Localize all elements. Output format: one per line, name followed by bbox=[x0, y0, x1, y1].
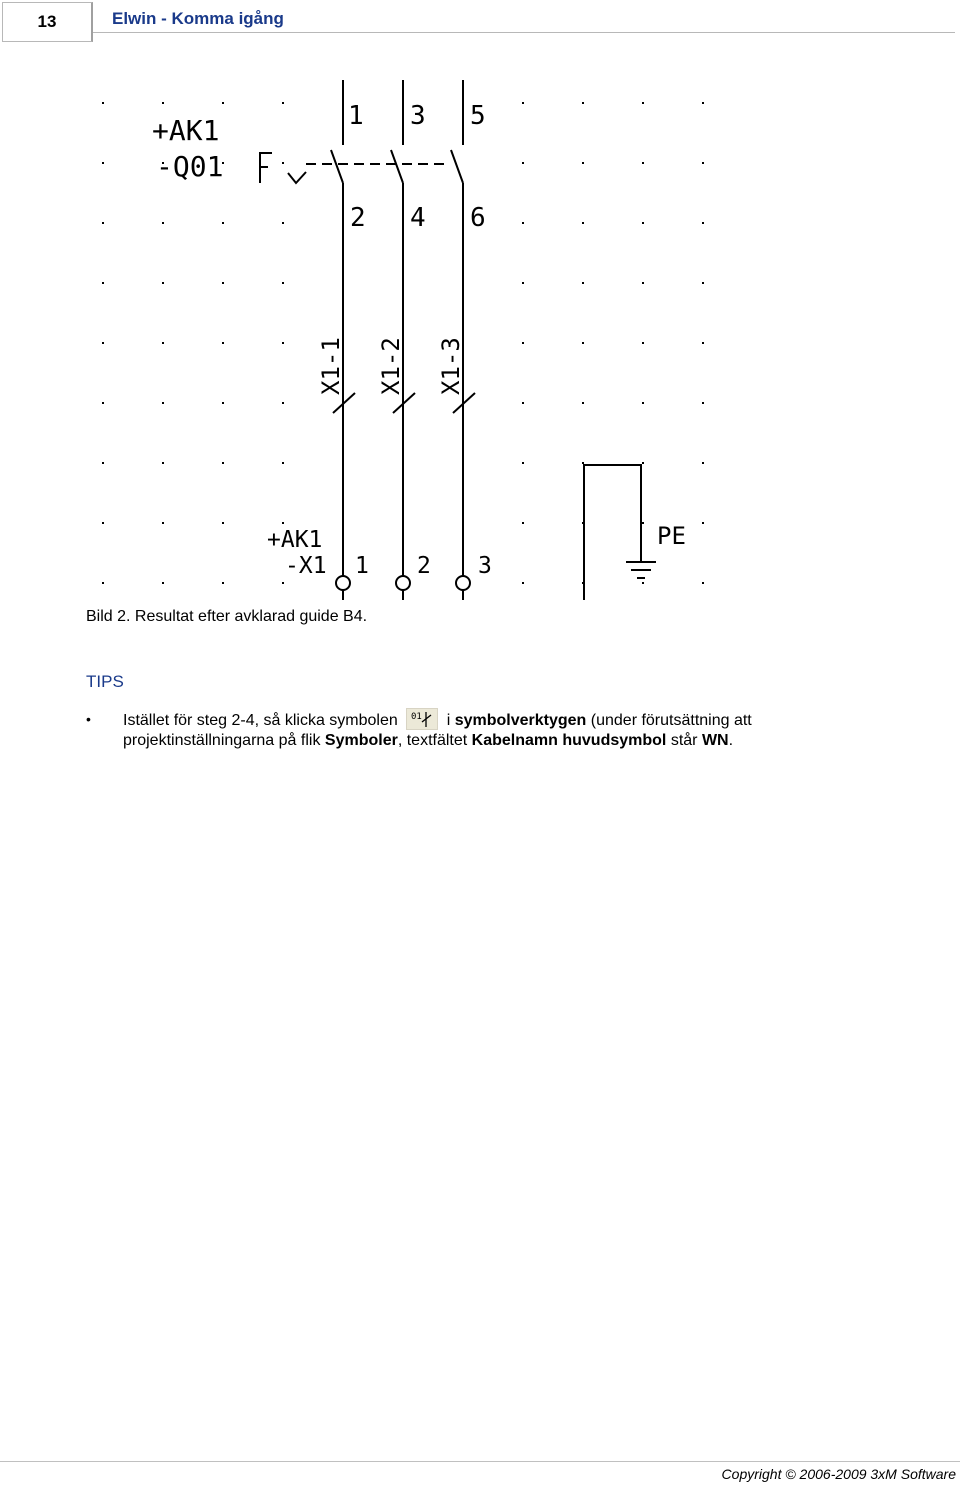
grid-dot bbox=[522, 282, 524, 284]
grid-dot bbox=[282, 162, 284, 164]
terminal-location-label: +AK1 bbox=[267, 527, 323, 553]
grid-dot bbox=[642, 342, 644, 344]
grid-dot bbox=[522, 222, 524, 224]
grid-dot bbox=[162, 282, 164, 284]
terminal-block-label: -X1 bbox=[285, 553, 327, 579]
grid-dot bbox=[102, 462, 104, 464]
grid-dot bbox=[162, 522, 164, 524]
grid-dot bbox=[162, 582, 164, 584]
cable-main-symbol-glyph bbox=[407, 709, 437, 729]
grid-dot bbox=[282, 102, 284, 104]
grid-dot bbox=[702, 402, 704, 404]
bottom-terminal-4: 4 bbox=[410, 203, 426, 233]
grid-dot bbox=[582, 402, 584, 404]
grid-dot bbox=[582, 162, 584, 164]
grid-dot bbox=[702, 222, 704, 224]
grid-dot bbox=[222, 582, 224, 584]
grid-dot bbox=[702, 282, 704, 284]
grid-dot bbox=[642, 522, 644, 524]
ground-label: PE bbox=[657, 522, 686, 550]
tip-line-2 bbox=[123, 730, 953, 752]
grid-dot bbox=[282, 402, 284, 404]
tip-text-part: (under förutsättning att bbox=[590, 712, 752, 729]
grid-dot bbox=[702, 582, 704, 584]
grid-dot bbox=[282, 282, 284, 284]
tip-text-part: Istället för steg 2-4, så klicka symbolen bbox=[123, 712, 398, 729]
grid-dot bbox=[102, 162, 104, 164]
grid-dot bbox=[162, 402, 164, 404]
tip-text-part: , textfältet bbox=[397, 732, 468, 749]
tip-text-part: står bbox=[670, 732, 698, 749]
grid-dot bbox=[222, 282, 224, 284]
tip-text-part: . bbox=[728, 732, 734, 749]
tip-bold-field-name: Kabelnamn huvudsymbol bbox=[471, 732, 667, 749]
cable-wire-label-3: X1-3 bbox=[437, 337, 465, 395]
breaker-lines bbox=[331, 80, 475, 576]
grid-dot bbox=[522, 462, 524, 464]
schematic-diagram bbox=[0, 60, 760, 605]
bullet-icon: • bbox=[86, 711, 91, 727]
grid-dot bbox=[282, 462, 284, 464]
page-number-text: 13 bbox=[37, 12, 57, 31]
grid-dot bbox=[222, 342, 224, 344]
grid-dot bbox=[522, 162, 524, 164]
header-divider bbox=[93, 32, 955, 33]
grid-dot bbox=[102, 282, 104, 284]
grid-dot bbox=[642, 282, 644, 284]
page-number bbox=[2, 2, 93, 42]
grid-dot bbox=[582, 342, 584, 344]
grid-dot bbox=[642, 222, 644, 224]
tip-bold-tab-name: Symboler bbox=[324, 732, 398, 749]
terminal-circles bbox=[336, 576, 470, 600]
grid-dot bbox=[582, 222, 584, 224]
bottom-terminal-2: 2 bbox=[350, 203, 366, 233]
footer-divider bbox=[0, 1461, 960, 1462]
tip-text bbox=[123, 708, 953, 752]
grid-dot bbox=[222, 522, 224, 524]
grid-dot bbox=[102, 402, 104, 404]
grid-dot bbox=[102, 342, 104, 344]
terminal-number-2: 2 bbox=[417, 553, 431, 579]
tip-line-1 bbox=[123, 708, 953, 730]
grid-dot bbox=[522, 522, 524, 524]
grid-dot bbox=[642, 162, 644, 164]
grid-dot bbox=[102, 222, 104, 224]
grid-dot bbox=[642, 582, 644, 584]
page-title: Elwin - Komma igång bbox=[112, 9, 284, 28]
grid-dot bbox=[642, 402, 644, 404]
grid-dot bbox=[222, 222, 224, 224]
grid-dot bbox=[522, 402, 524, 404]
device-location-label: +AK1 bbox=[152, 114, 220, 147]
grid-dot bbox=[642, 102, 644, 104]
grid-dot bbox=[642, 462, 644, 464]
grid-dot bbox=[222, 102, 224, 104]
grid-dot bbox=[582, 102, 584, 104]
bottom-terminal-6: 6 bbox=[470, 203, 486, 233]
cable-wire-label-1: X1-1 bbox=[317, 337, 345, 395]
tip-text-part: i bbox=[446, 712, 451, 729]
grid-dot bbox=[702, 462, 704, 464]
footer-copyright: Copyright © 2006-2009 3xM Software bbox=[721, 1466, 956, 1482]
tip-text-part: projektinställningarna på flik bbox=[123, 732, 321, 749]
terminal-number-1: 1 bbox=[355, 553, 369, 579]
device-tag-label: -Q01 bbox=[156, 150, 224, 183]
terminal-number-3: 3 bbox=[478, 553, 492, 579]
grid-dot bbox=[162, 222, 164, 224]
grid-dot bbox=[702, 162, 704, 164]
svg-text:01: 01 bbox=[411, 712, 423, 722]
grid-dot bbox=[582, 282, 584, 284]
grid-dot bbox=[522, 582, 524, 584]
grid-dot bbox=[702, 342, 704, 344]
grid-dot bbox=[102, 522, 104, 524]
grid-dot bbox=[162, 342, 164, 344]
grid-dot bbox=[162, 462, 164, 464]
grid-dot bbox=[282, 222, 284, 224]
grid-dot bbox=[702, 522, 704, 524]
grid-dot bbox=[702, 102, 704, 104]
tip-bold-toolbar-name: symbolverktygen bbox=[454, 712, 587, 729]
grid-dot bbox=[522, 102, 524, 104]
top-terminal-5: 5 bbox=[470, 101, 486, 131]
grid-dot bbox=[162, 102, 164, 104]
tips-heading: TIPS bbox=[86, 672, 124, 691]
mechanical-linkage bbox=[260, 153, 446, 183]
cable-wire-label-2: X1-2 bbox=[377, 337, 405, 395]
tip-bold-value: WN bbox=[701, 732, 729, 749]
figure-caption: Bild 2. Resultat efter avklarad guide B4. bbox=[86, 608, 368, 625]
cable-main-symbol-icon bbox=[406, 708, 438, 730]
top-terminal-1: 1 bbox=[348, 101, 364, 131]
grid-dot bbox=[102, 582, 104, 584]
pe-ground-symbol bbox=[584, 465, 656, 600]
grid-dot bbox=[282, 522, 284, 524]
grid-dot bbox=[582, 462, 584, 464]
grid-dot bbox=[102, 102, 104, 104]
grid-dot bbox=[522, 342, 524, 344]
grid-dot bbox=[222, 402, 224, 404]
grid-dot bbox=[282, 342, 284, 344]
grid-dot bbox=[222, 462, 224, 464]
grid-dot bbox=[282, 582, 284, 584]
top-terminal-3: 3 bbox=[410, 101, 426, 131]
